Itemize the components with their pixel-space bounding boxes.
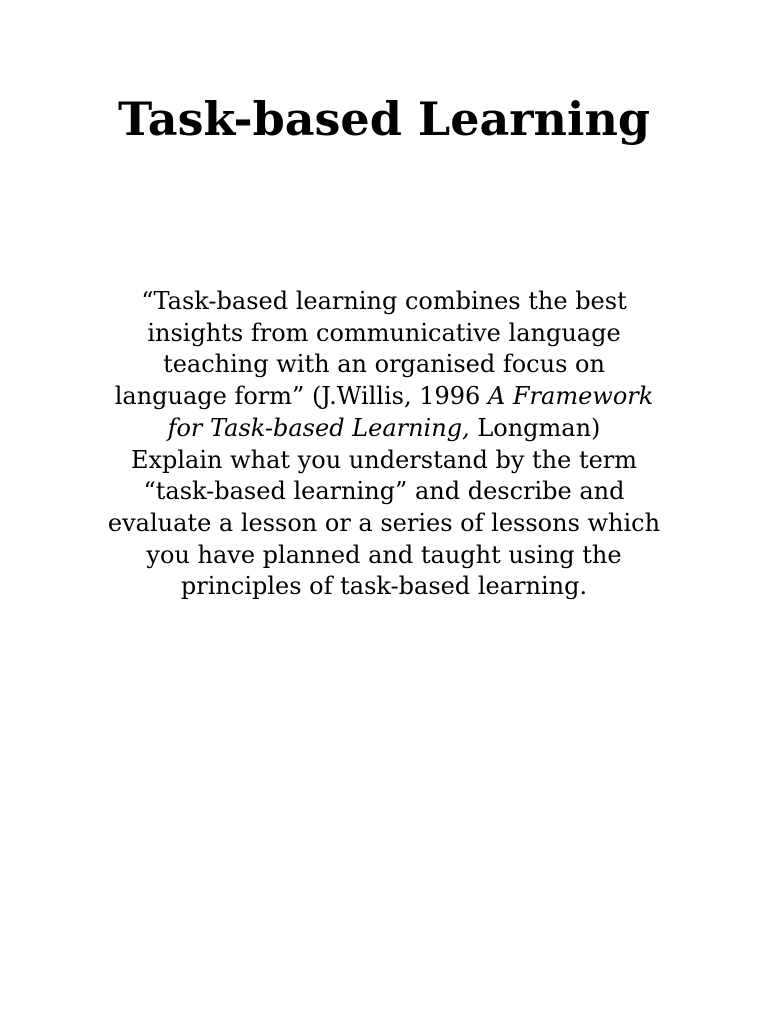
document-title: Task-based Learning <box>117 92 651 146</box>
citation-open: (J.Willis, 1996 <box>304 382 488 411</box>
publisher: Longman) <box>469 413 601 442</box>
document-body <box>104 286 664 603</box>
quote-paragraph <box>104 286 664 445</box>
essay-prompt: Explain what you understand by the term “task-based learning” and describe and evaluate a lesson or a series of lessons which you have planned and taught using the principles of task-based learning. <box>107 445 661 601</box>
quote-text: “Task-based learning combines the best insights from communicative language teaching with an organised focus on language form” <box>114 287 627 411</box>
book-title: A Framework for Task-based Learning, <box>167 382 654 442</box>
